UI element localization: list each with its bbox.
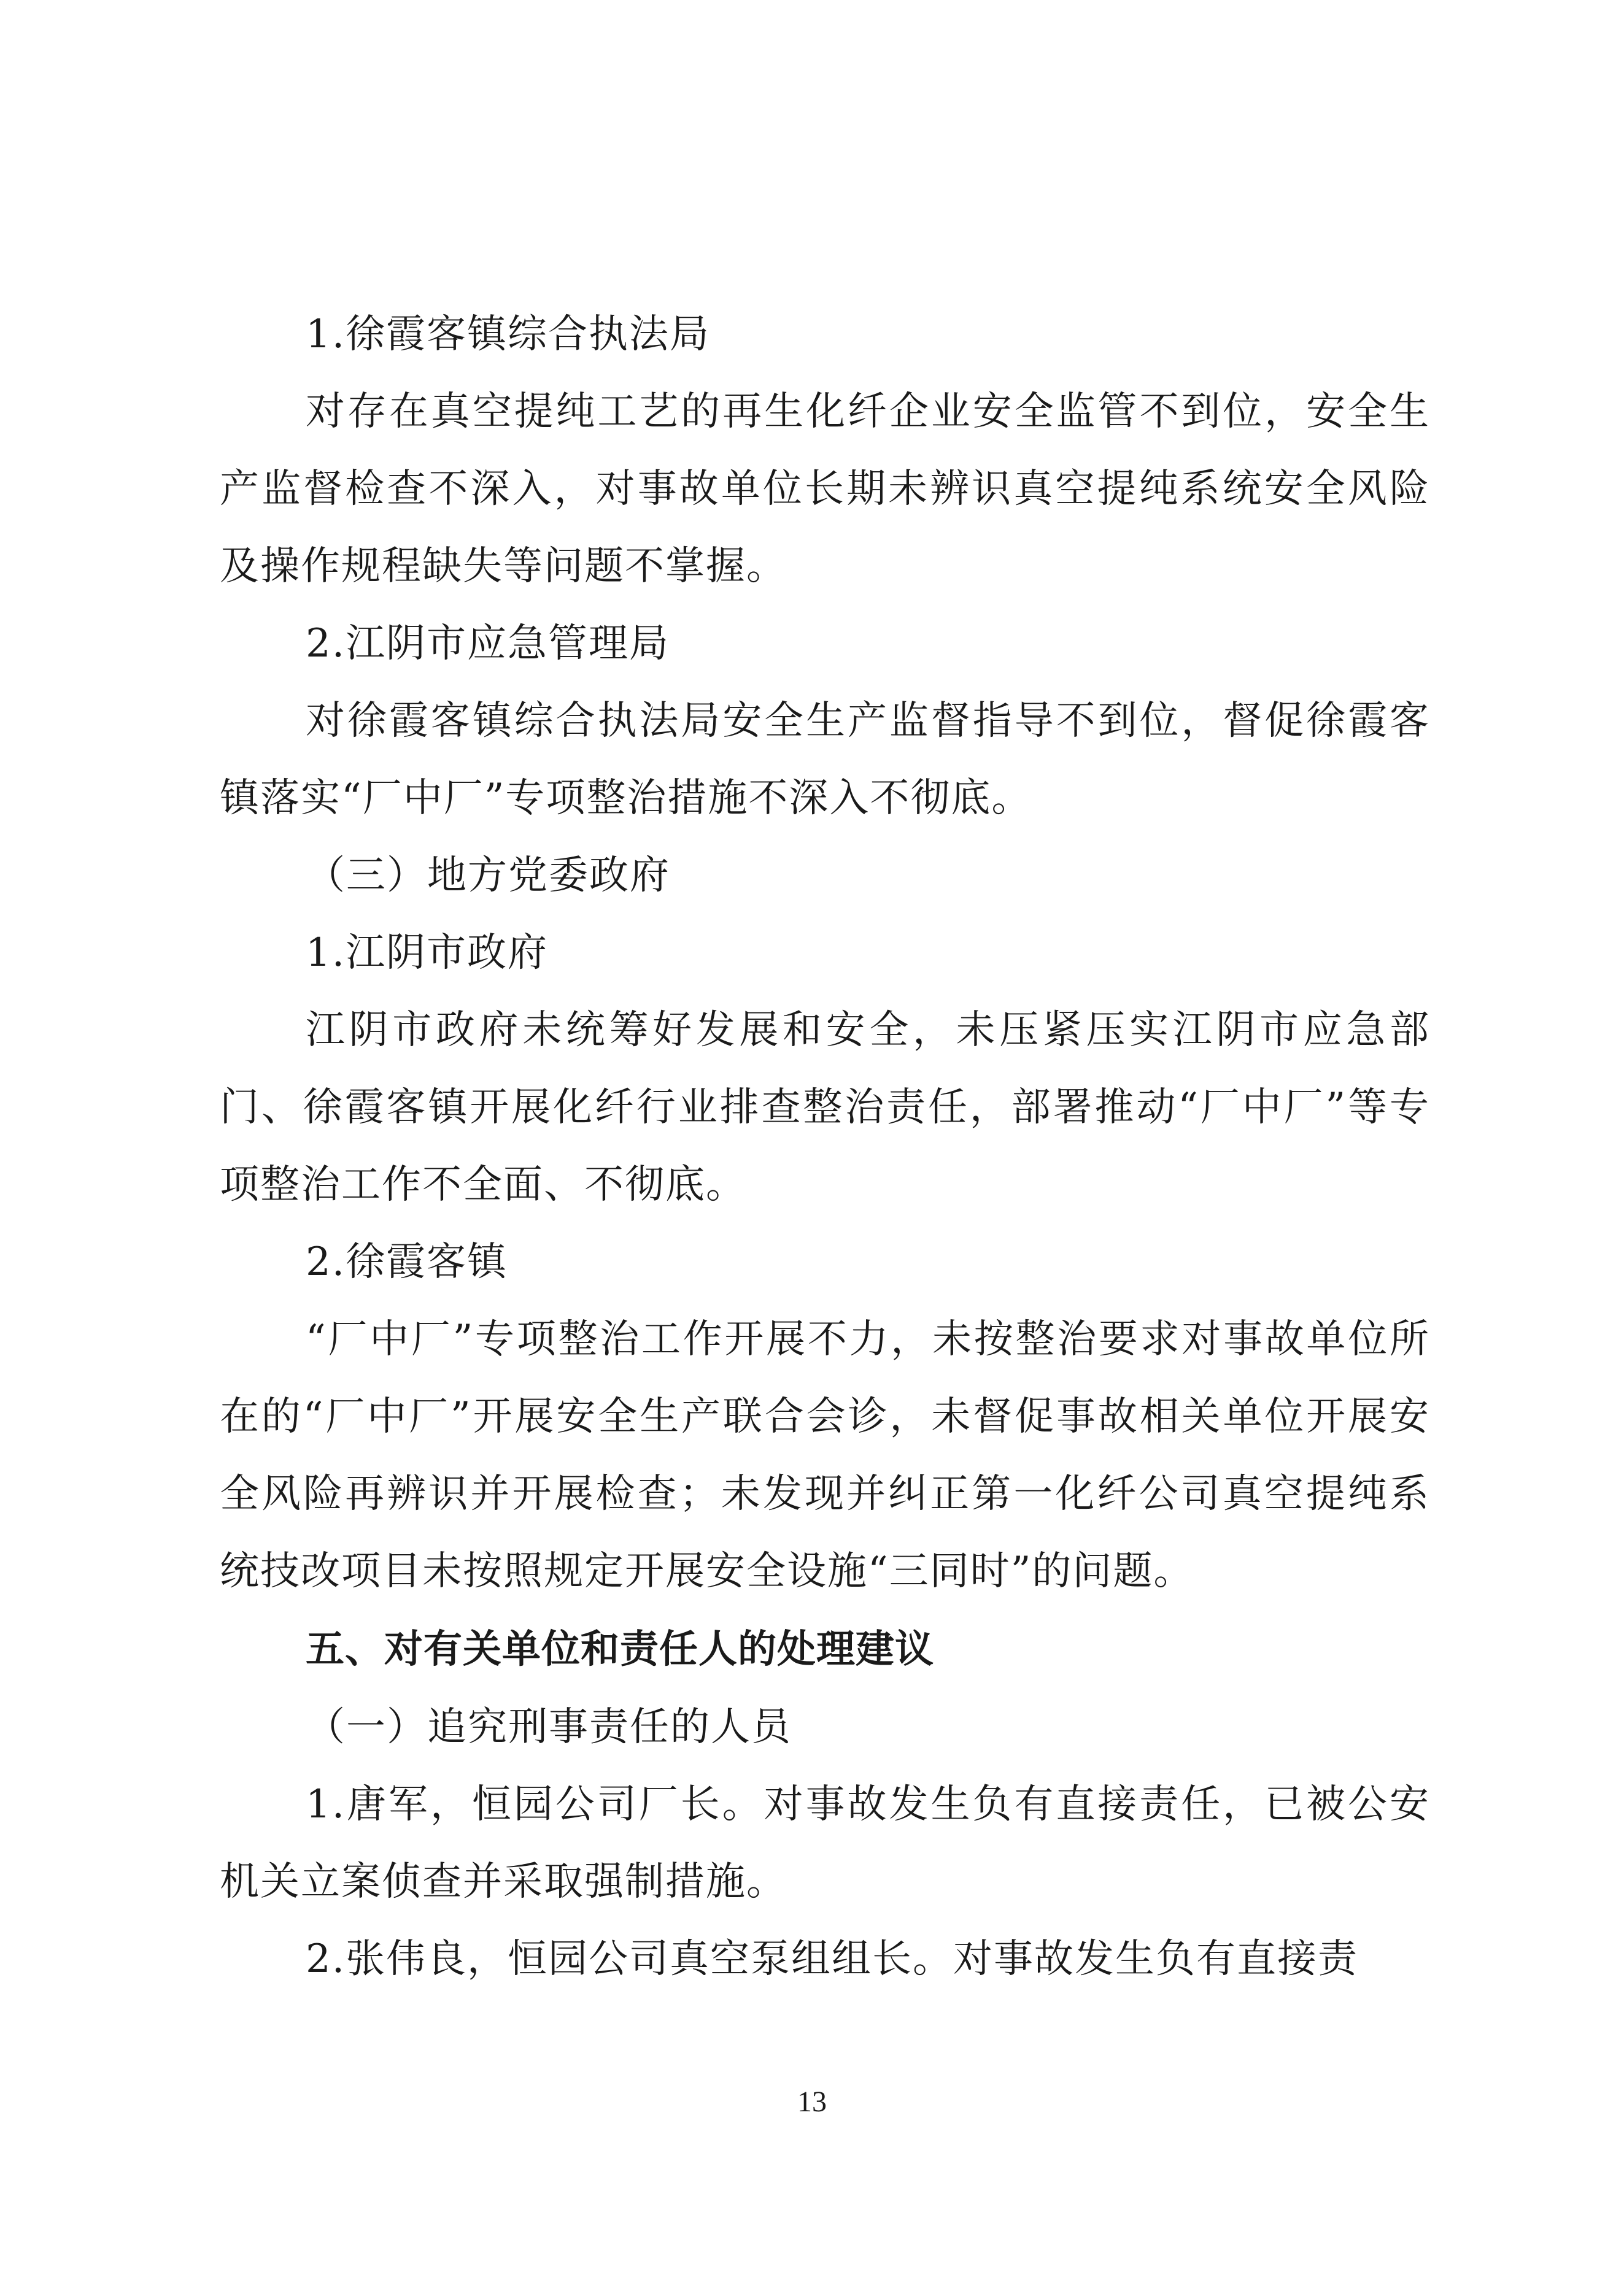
- paragraph-jiangyin-government-responsibility: 江阴市政府未统筹好发展和安全，未压紧压实江阴市应急部门、徐霞客镇开展化纤行业排查整治责任，部署推动“厂中厂”等专项整治工作不全面、不彻底。: [220, 1007, 1430, 1208]
- subheading-xuxiake-enforcement-bureau: 1.徐霞客镇综合执法局: [306, 312, 711, 357]
- page-number: 13: [797, 2086, 827, 2118]
- chapter-heading-handling-suggestions: 五、对有关单位和责任人的处理建议: [306, 1627, 934, 1671]
- paragraph-zhang-weiliang: 2.张伟良，恒园公司真空泵组组长。对事故发生负有直接责: [306, 1936, 1359, 1982]
- subheading-jiangyin-government: 1.江阴市政府: [306, 930, 549, 976]
- subheading-jiangyin-emergency-bureau: 2.江阴市应急管理局: [306, 621, 670, 666]
- paragraph-xuxiake-town-responsibility: “厂中厂”专项整治工作开展不力，未按整治要求对事故单位所在的“厂中厂”开展安全生产联合会诊，未督促事故相关单位开展安全风险再辨识并开展检查；未发现并纠正第一化纤公司真空提纯系统技改项目未按照规定开展安全设施“三同时”的问题。: [220, 1317, 1430, 1594]
- subheading-xuxiake-town: 2.徐霞客镇: [306, 1239, 508, 1285]
- paragraph-emergency-bureau-responsibility: 对徐霞客镇综合执法局安全生产监督指导不到位，督促徐霞客镇落实“厂中厂”专项整治措施不深入不彻底。: [220, 698, 1430, 821]
- page-body: [220, 296, 1430, 1998]
- section-heading-criminal-liability: （一）追究刑事责任的人员: [306, 1705, 792, 1750]
- section-heading-local-party-government: （三）地方党委政府: [306, 853, 670, 898]
- paragraph-tang-jun: 1.唐军，恒园公司厂长。对事故发生负有直接责任，已被公安机关立案侦查并采取强制措施。: [220, 1782, 1430, 1905]
- paragraph-enforcement-bureau-responsibility: 对存在真空提纯工艺的再生化纤企业安全监管不到位，安全生产监督检查不深入，对事故单位长期未辨识真空提纯系统安全风险及操作规程缺失等问题不掌握。: [220, 389, 1430, 589]
